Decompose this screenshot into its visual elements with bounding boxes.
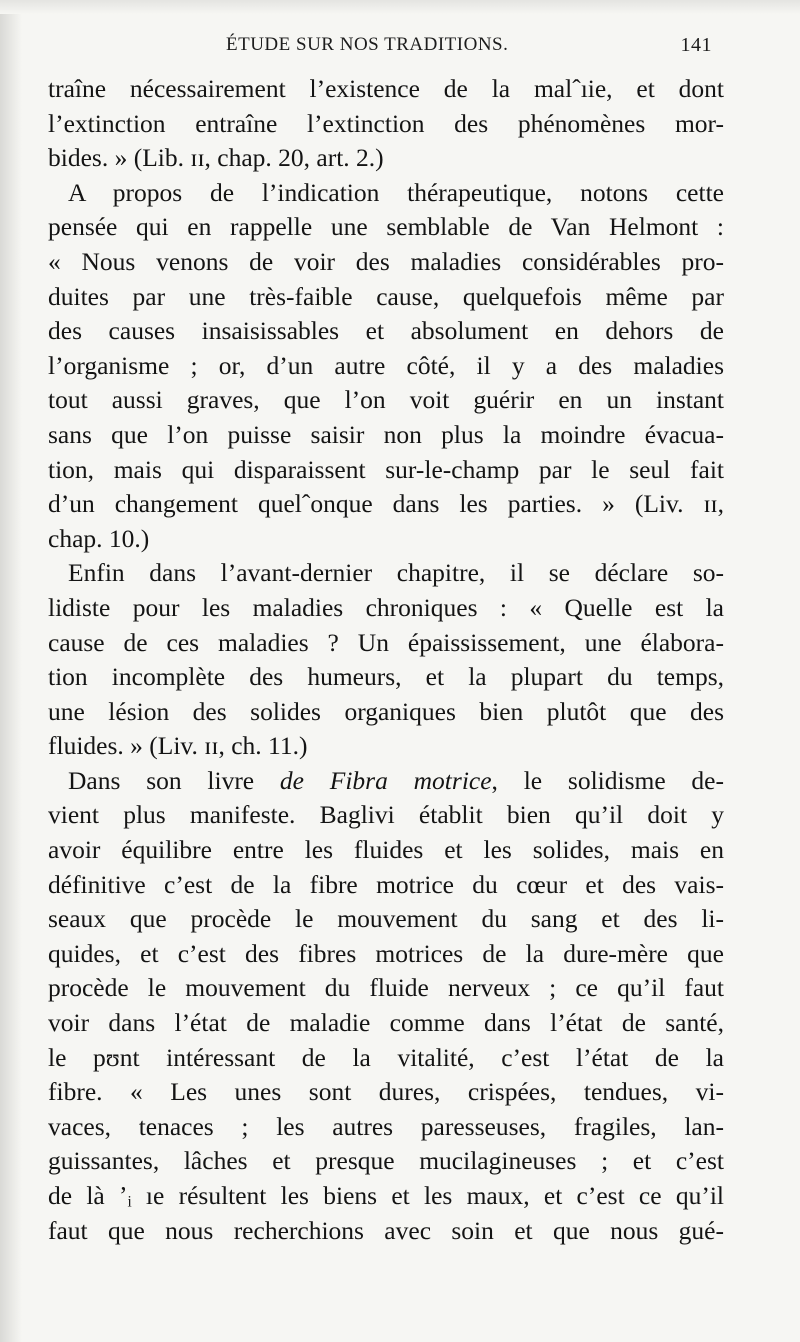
italic-title: de Fibra motrice — [279, 765, 492, 795]
text-line: « Nous venons de voir des maladies considérables pro- — [48, 246, 724, 276]
text-line: des causes insaisissables et absolument en dehors de — [48, 316, 724, 346]
text-line: d’un changement quelˆonque dans les parties. » (Liv. ɪɪ, — [48, 489, 724, 519]
text-line: pensée qui en rappelle une semblable de Van Helmont : — [48, 212, 724, 242]
text-line: une lésion des solides organiques bien plutôt que des — [48, 696, 724, 726]
text-segment: , le solidisme de- — [491, 765, 724, 795]
text-line: cause de ces maladies ? Un épaississement, une élabora- — [48, 627, 724, 657]
text-line — [48, 764, 724, 799]
text-line: l’organisme ; or, d’un autre côté, il y a des maladies — [48, 350, 724, 380]
text-line: quides, et c’est des fibres motrices de la dure-mère que — [48, 938, 724, 968]
text-line: traîne nécessairement l’existence de la malˆıie, et dont — [48, 74, 724, 103]
text-line: tout aussi graves, que l’on voit guérir en un instant — [48, 385, 724, 415]
text-line: vient plus manifeste. Baglivi établit bien qu’il doit y — [48, 800, 724, 830]
running-head — [48, 34, 716, 60]
text-segment: Dans son livre — [68, 765, 280, 795]
text-line: bides. » (Lib. ɪɪ, chap. 20, art. 2.) — [48, 143, 384, 173]
text-line: A propos de l’indication thérapeutique, notons cette — [68, 177, 724, 207]
text-line: définitive c’est de la fibre motrice du cœur et des vais- — [48, 869, 724, 899]
text-line: tion incomplète des humeurs, et la plupart du temps, — [48, 662, 724, 692]
text-line: seaux que procède le mouvement du sang et des li- — [48, 904, 724, 934]
text-line: duites par une très-faible cause, quelquefois même par — [48, 281, 724, 311]
text-line: guissantes, lâches et presque mucilagineuses ; et c’est — [48, 1146, 724, 1176]
text-line: avoir équilibre entre les fluides et les solides, mais en — [48, 835, 724, 865]
running-head-title: ÉTUDE SUR NOS TRADITIONS. — [226, 34, 509, 55]
text-line: chap. 10.) — [48, 523, 150, 553]
text-line: tion, mais qui disparaissent sur-le-champ par le seul fait — [48, 454, 724, 484]
page-shadow-left — [0, 0, 22, 1342]
text-line: Enfin dans l’avant-dernier chapitre, il se déclare so- — [68, 558, 724, 588]
text-line: de là ʼᵢ ıe résultent les biens et les maux, et c’est ce qu’il — [48, 1181, 724, 1210]
text-line: lidiste pour les maladies chroniques : « Quelle est la — [48, 592, 724, 622]
page-shadow-top — [0, 0, 800, 14]
text-line: le pʊnt intéressant de la vitalité, c’est l’état de la — [48, 1042, 724, 1072]
text-line: faut que nous recherchions avec soin et que nous gué- — [48, 1215, 724, 1245]
text-line: vaces, tenaces ; les autres paresseuses, fragiles, lan- — [48, 1111, 724, 1141]
text-line: fluides. » (Liv. ɪɪ, ch. 11.) — [48, 731, 308, 761]
text-line: l’extinction entraîne l’extinction des phénomènes mor- — [48, 108, 724, 138]
text-line: fibre. « Les unes sont dures, crispées, tendues, vi- — [48, 1077, 724, 1107]
body-text — [48, 72, 724, 1248]
text-line: procède le mouvement du fluide nerveux ; ce qu’il faut — [48, 973, 724, 1003]
page-number: 141 — [680, 34, 712, 56]
text-line: voir dans l’état de maladie comme dans l’état de santé, — [48, 1008, 724, 1038]
text-line: sans que l’on puisse saisir non plus la moindre évacua- — [48, 419, 724, 449]
